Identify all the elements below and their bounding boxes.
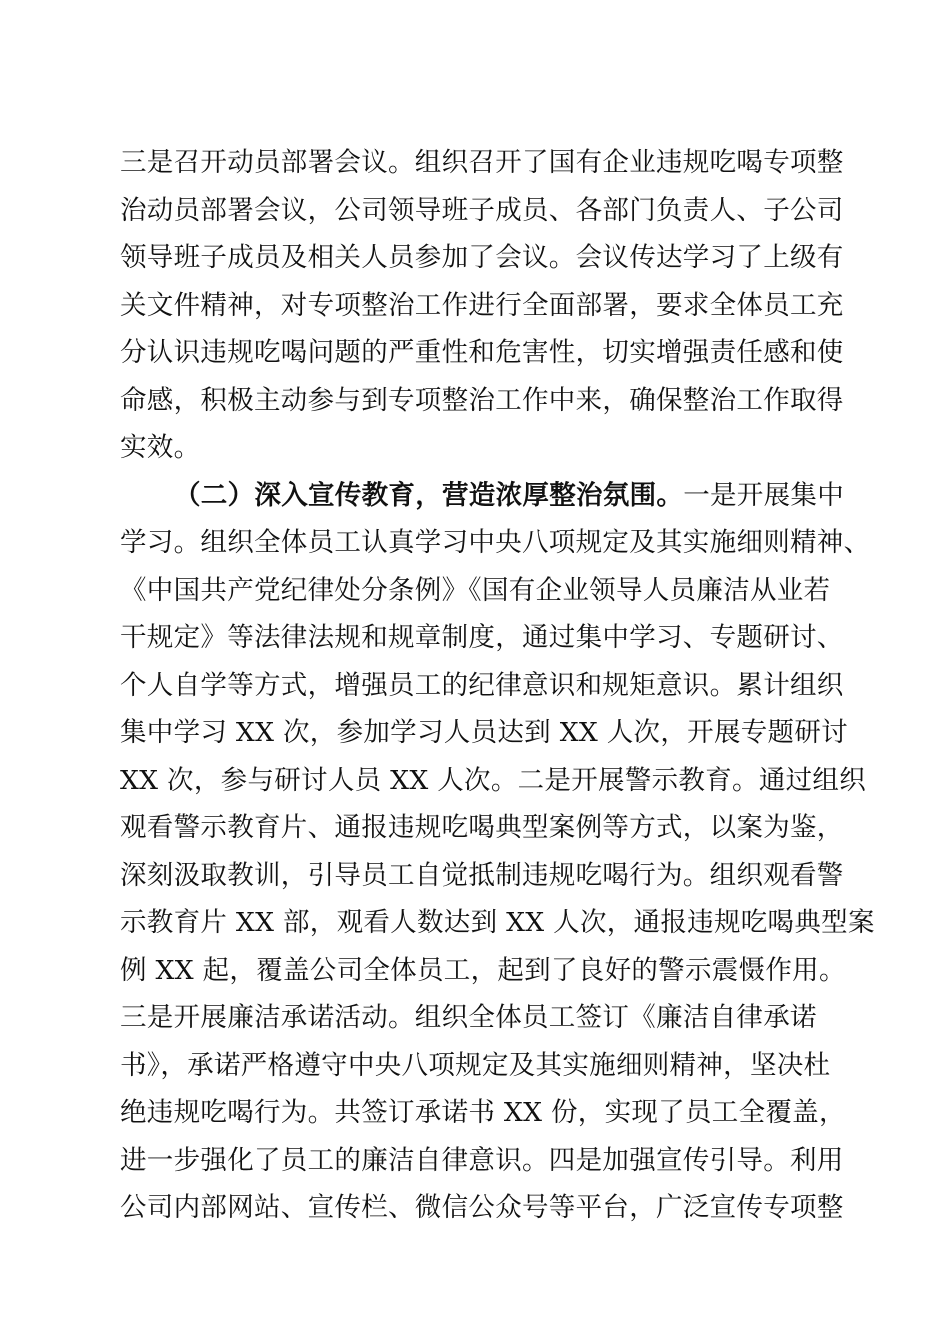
paragraph-1-line-6: 命感，积极主动参与到专项整治工作中来，确保整治工作取得	[120, 384, 844, 416]
paragraph-2-line-12: 三是开展廉洁承诺活动。组织全体员工签订《廉洁自律承诺	[120, 1002, 817, 1033]
paragraph-2-line-8: 观看警示教育片、通报违规吃喝典型案例等方式，以案为鉴，	[120, 812, 844, 843]
paragraph-2-line-14: 绝违规吃喝行为。共签订承诺书 XX 份，实现了员工全覆盖，	[120, 1097, 846, 1128]
paragraph-2-line-10: 示教育片 XX 部，观看人数达到 XX 人次，通报违规吃喝典型案	[120, 907, 875, 938]
paragraph-1-line-4: 关文件精神，对专项整治工作进行全面部署，要求全体员工充	[120, 289, 844, 321]
paragraph-2-line-9: 深刻汲取教训，引导员工自觉抵制违规吃喝行为。组织观看警	[120, 859, 844, 891]
paragraph-2-line-16: 公司内部网站、宣传栏、微信公众号等平台，广泛宣传专项整	[120, 1192, 844, 1223]
paragraph-1-line-7: 实效。	[120, 432, 201, 463]
paragraph-2-line-5: 个人自学等方式，增强员工的纪律意识和规矩意识。累计组织	[120, 669, 844, 701]
paragraph-1-line-2: 治动员部署会议，公司领导班子成员、各部门负责人、子公司	[120, 194, 844, 226]
paragraph-2-line-4: 干规定》等法律法规和规章制度，通过集中学习、专题研讨、	[120, 622, 844, 653]
paragraph-2-line-2: 学习。组织全体员工认真学习中央八项规定及其实施细则精神、	[120, 527, 871, 558]
document-body	[120, 139, 875, 1232]
paragraph-2-line-13: 书》，承诺严格遵守中央八项规定及其实施细则精神，坚决杜	[120, 1049, 831, 1081]
paragraph-2-line-1-rest: 一是开展集中	[683, 479, 845, 511]
paragraph-2-line-7: XX 次，参与研讨人员 XX 人次。二是开展警示教育。通过组织	[120, 764, 867, 796]
paragraph-2-line-11: 例 XX 起，覆盖公司全体员工，起到了良好的警示震慑作用。	[120, 954, 846, 986]
paragraph-2-line-6: 集中学习 XX 次，参加学习人员达到 XX 人次，开展专题研讨	[120, 717, 848, 748]
paragraph-1-line-1: 三是召开动员部署会议。组织召开了国有企业违规吃喝专项整	[120, 147, 844, 178]
paragraph-2-line-1	[120, 472, 845, 520]
paragraph-2-line-3: 《中国共产党纪律处分条例》《国有企业领导人员廉洁从业若	[120, 574, 831, 606]
paragraph-1-line-3: 领导班子成员及相关人员参加了会议。会议传达学习了上级有	[120, 242, 844, 273]
paragraph-2-line-15: 进一步强化了员工的廉洁自律意识。四是加强宣传引导。利用	[120, 1144, 844, 1176]
section-heading: （二）深入宣传教育，营造浓厚整治氛围。	[174, 479, 684, 511]
paragraph-1-line-5: 分认识违规吃喝问题的严重性和危害性，切实增强责任感和使	[120, 337, 844, 368]
